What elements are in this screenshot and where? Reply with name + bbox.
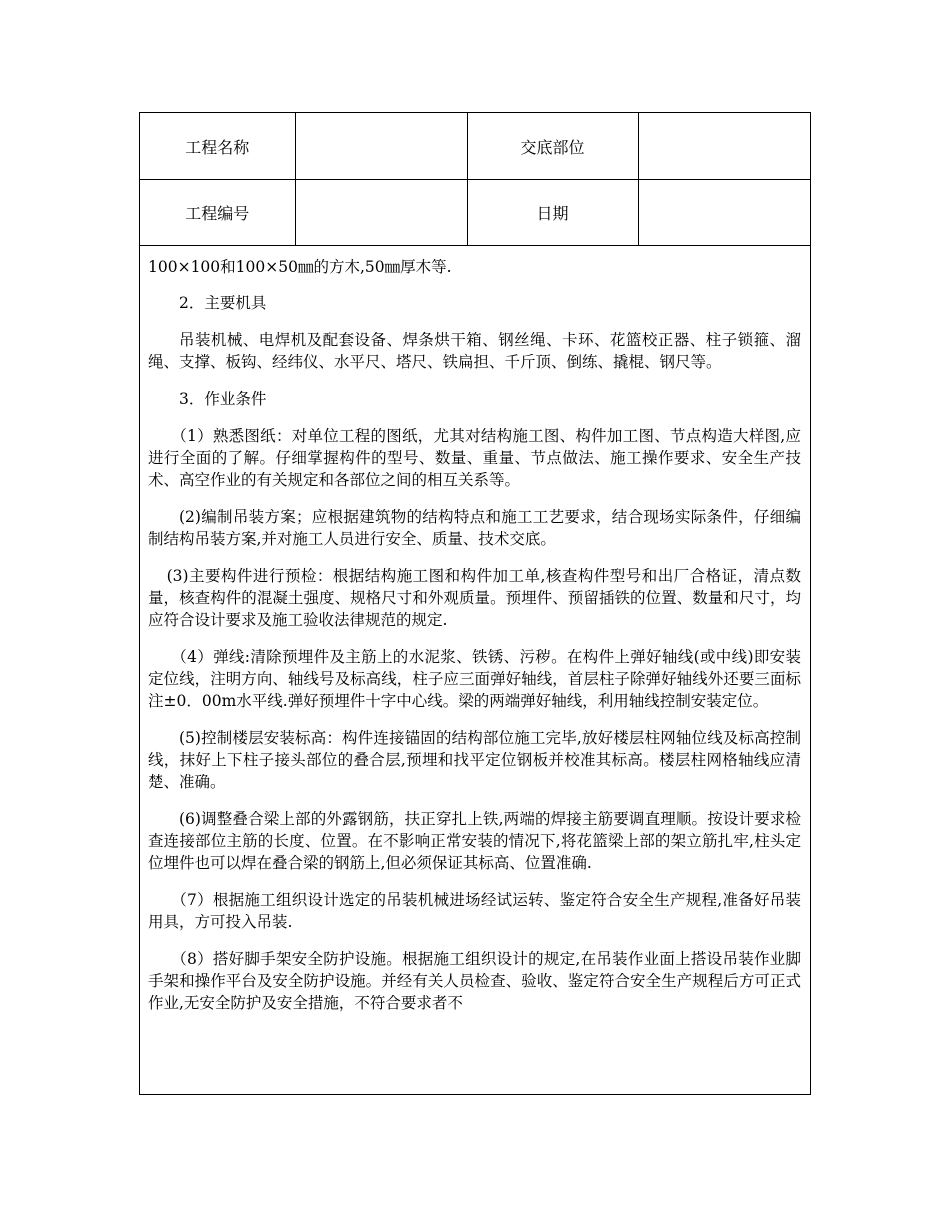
condition-2-lifting-plan: (2)编制吊装方案；应根据建筑物的结构特点和施工工艺要求，结合现场实际条件，仔细编制结构吊装方案,并对施工人员进行安全、质量、技术交底。 <box>148 508 801 548</box>
condition-8-scaffold-safety: （8）搭好脚手架安全防护设施。根据施工组织设计的规定,在吊装作业面上搭设吊装作业脚手架和操作平台及安全防护设施。并经有关人员检查、验收、鉴定符合安全生产规程后方可正式作业,无安全防护及安全措施，不符合要求者不 <box>148 950 801 1012</box>
condition-6-rebar-adjust: (6)调整叠合梁上部的外露钢筋，扶正穿扎上铁,两端的焊接主筋要调直理顺。按设计要求检查连接部位主筋的长度、位置。在不影响正常安装的情况下,将花篮梁上部的架立筋扎牢,柱头定位埋件也可以焊在叠合梁的钢筋上,但必须保证其标高、位置准确. <box>148 810 801 872</box>
project-name-label: 工程名称 <box>140 113 295 180</box>
condition-7-crane-test: （7）根据施工组织设计选定的吊装机械进场经试运转、鉴定符合安全生产规程,准备好吊装用具，方可投入吊装. <box>148 891 801 931</box>
header-row-1 <box>140 113 811 180</box>
condition-4-line-marking: （4）弹线:清除预埋件及主筋上的水泥浆、铁锈、污秽。在构件上弹好轴线(或中线)即安装定位线，注明方向、轴线号及标高线，柱子应三面弹好轴线，首层柱子除弹好轴线外还要三面标注±0．00m水平线.弹好预埋件十字中心线。梁的两端弹好轴线，利用轴线控制安装定位。 <box>148 648 801 710</box>
project-number-label: 工程编号 <box>140 180 295 246</box>
condition-5-elevation-control: (5)控制楼层安装标高：构件连接锚固的结构部位施工完毕,放好楼层柱网轴位线及标高控制线，抹好上下柱子接头部位的叠合层,预埋和找平定位钢板并校准其标高。楼层柱网格轴线应清楚、准确。 <box>148 729 801 791</box>
condition-1-drawings: （1）熟悉图纸：对单位工程的图纸，尤其对结构施工图、构件加工图、节点构造大样图,应进行全面的了解。仔细掌握构件的型号、数量、重量、节点做法、施工操作要求、安全生产技术、高空作业的有关规定和各部位之间的相互关系等。 <box>148 427 801 489</box>
date-label: 日期 <box>467 180 638 246</box>
project-number-field[interactable] <box>295 180 467 246</box>
condition-3-precheck: (3)主要构件进行预检：根据结构施工图和构件加工单,核查构件型号和出厂合格证，清点数量，核查构件的混凝土强度、规格尺寸和外观质量。预埋件、预留插铁的位置、数量和尺寸，均应符合设计要求及施工验收法律规范的规定. <box>148 567 801 629</box>
header-row-2 <box>140 180 811 246</box>
section-work-conditions-heading: 3．作业条件 <box>179 390 267 408</box>
handover-part-field[interactable] <box>638 113 811 180</box>
handover-sheet <box>139 112 811 1095</box>
main-tools-list: 吊装机械、电焊机及配套设备、焊条烘干箱、钢丝绳、卡环、花篮校正器、柱子锁箍、溜绳、支撑、板钩、经纬仪、水平尺、塔尺、铁扁担、千斤顶、倒练、撬棍、钢尺等。 <box>148 331 801 371</box>
section-main-tools-heading: 2．主要机具 <box>179 294 267 312</box>
project-name-field[interactable] <box>295 113 467 180</box>
handover-part-label: 交底部位 <box>467 113 638 180</box>
date-field[interactable] <box>638 180 811 246</box>
header-table <box>140 113 811 246</box>
handover-content <box>140 246 810 1014</box>
materials-continuation: 100×100和100×50㎜的方木,50㎜厚木等. <box>148 258 452 276</box>
